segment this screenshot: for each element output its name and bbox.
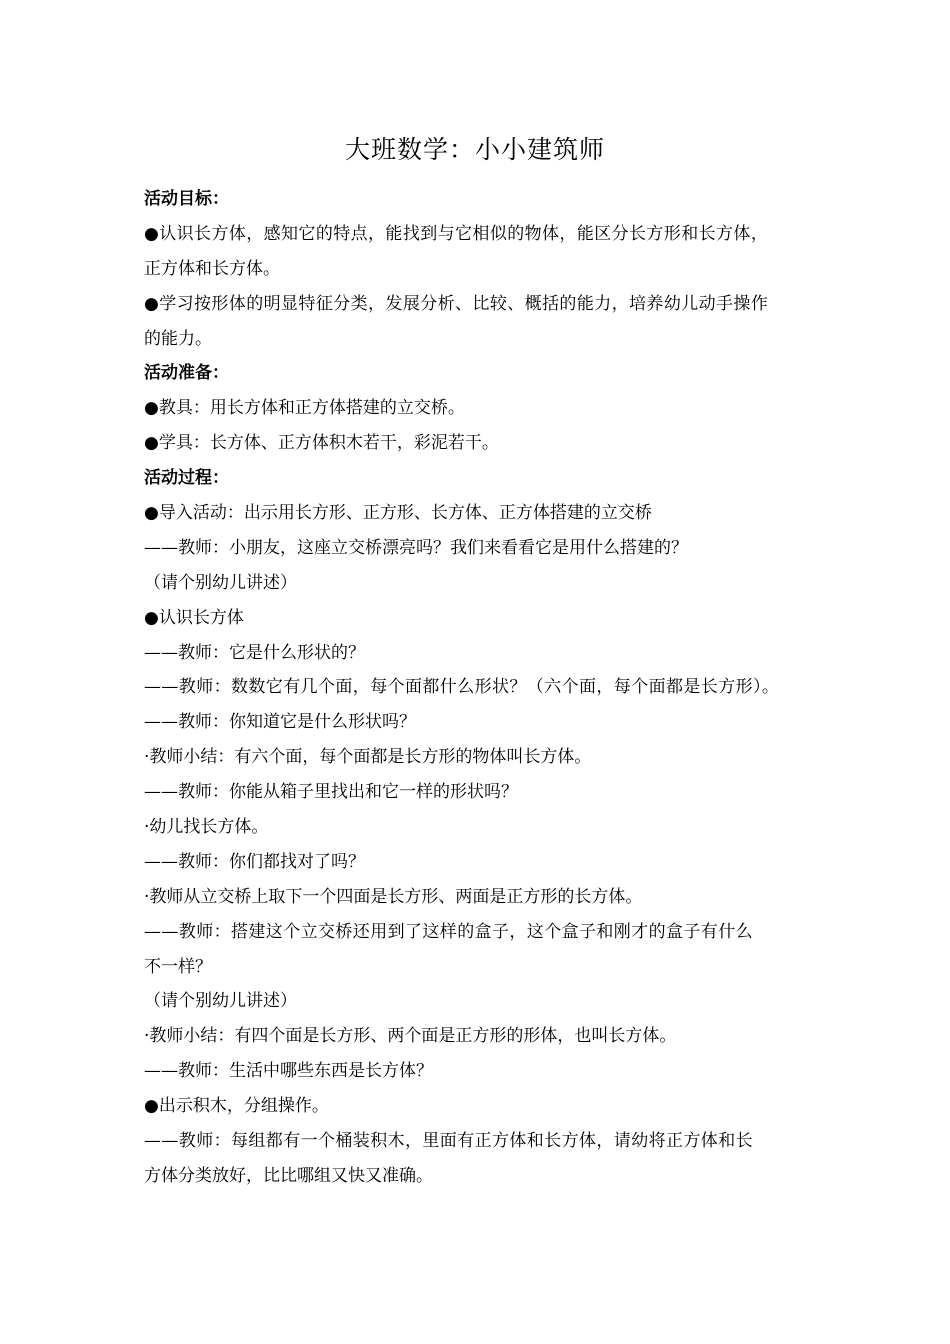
document-body: [144, 182, 812, 1194]
teacher-dialogue: ——教师：你知道它是什么形状吗？: [144, 712, 416, 733]
page-title: 大班数学：小小建筑师: [344, 135, 605, 164]
summary-item: ·教师小结：有四个面是长方形、两个面是正方形的形体，也叫长方体。: [144, 1026, 677, 1047]
preparation-item: ●教具：用长方体和正方体搭建的立交桥。: [144, 398, 465, 419]
note-line: （请个别幼儿讲述）: [144, 572, 297, 593]
teacher-dialogue: ——教师：你们都找对了吗？: [144, 851, 365, 872]
note-line: （请个别幼儿讲述）: [144, 991, 297, 1012]
teacher-dialogue: ——教师：它是什么形状的？: [144, 642, 365, 663]
section-heading-goals: 活动目标：: [144, 189, 229, 209]
teacher-dialogue: ——教师：数数它有几个面，每个面都什么形状？（六个面，每个面都是长方形）。: [144, 677, 780, 698]
teacher-dialogue: ——教师：你能从箱子里找出和它一样的形状吗？: [144, 782, 518, 803]
teacher-dialogue: ——教师：每组都有一个桶装积木，里面有正方体和长方体，请幼将正方体和长: [144, 1131, 753, 1152]
goal-item: ●学习按形体的明显特征分类，发展分析、比较、概括的能力，培养幼儿动手操作: [144, 293, 769, 314]
summary-item: ·幼儿找长方体。: [144, 817, 269, 838]
teacher-dialogue: ——教师：搭建这个立交桥还用到了这样的盒子，这个盒子和刚才的盒子有什么: [144, 921, 753, 942]
section-heading-process: 活动过程：: [144, 468, 229, 489]
teacher-dialogue-continued: 方体分类放好，比比哪组又快又准确。: [144, 1165, 433, 1186]
teacher-dialogue-continued: 不一样？: [144, 956, 212, 977]
process-step: ●认识长方体: [144, 607, 244, 628]
summary-item: ·教师从立交桥上取下一个四面是长方形、两面是正方形的长方体。: [144, 886, 643, 907]
goal-item-continued: 的能力。: [144, 328, 212, 349]
process-step: ●出示积木，分组操作。: [144, 1096, 329, 1117]
preparation-item: ●学具：长方体、正方体积木若干，彩泥若干。: [144, 433, 499, 454]
goal-item: ●认识长方体，感知它的特点，能找到与它相似的物体，能区分长方形和长方体，: [144, 223, 769, 244]
summary-item: ·教师小结：有六个面，每个面都是长方形的物体叫长方体。: [144, 747, 592, 768]
goal-item-continued: 正方体和长方体。: [144, 258, 280, 279]
teacher-dialogue: ——教师：生活中哪些东西是长方体？: [144, 1061, 433, 1082]
section-heading-preparation: 活动准备：: [144, 363, 229, 384]
teacher-dialogue: ——教师：小朋友，这座立交桥漂亮吗？我们来看看它是用什么搭建的？: [144, 537, 688, 558]
process-step: ●导入活动：出示用长方形、正方形、长方体、正方体搭建的立交桥: [144, 503, 652, 524]
